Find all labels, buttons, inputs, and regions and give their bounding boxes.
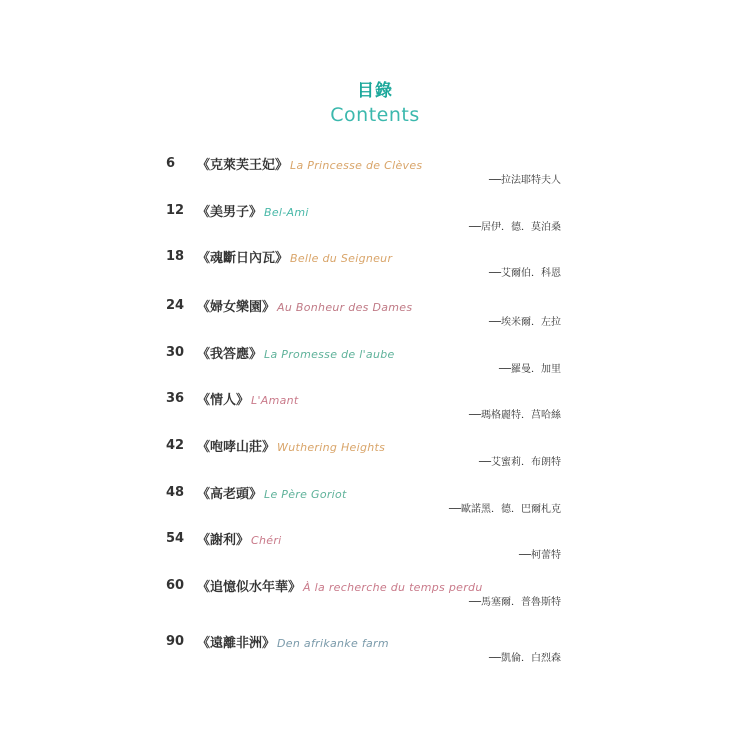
author-name: ──居伊．德．莫泊桑 (468, 222, 561, 233)
list-item[interactable] (0, 634, 750, 674)
page-number: 6 (166, 156, 176, 171)
chinese-title: 《高老頭》 (197, 487, 263, 502)
page-number: 18 (166, 249, 185, 264)
title-line (197, 203, 309, 221)
chinese-title: 《克萊芙王妃》 (197, 158, 289, 173)
list-item[interactable] (0, 249, 750, 289)
chinese-title: 《謝利》 (197, 533, 250, 548)
list-item[interactable] (0, 298, 750, 338)
author-name: ──馬塞爾．普魯斯特 (468, 597, 561, 608)
list-item[interactable] (0, 485, 750, 525)
author-name: ──凱倫．白烈森 (488, 653, 561, 664)
page-title-english: Contents (330, 104, 420, 126)
title-line (197, 578, 483, 596)
original-title: Au Bonheur des Dames (277, 301, 413, 314)
author-name: ──拉法耶特夫人 (488, 175, 561, 186)
original-title: Wuthering Heights (277, 441, 386, 454)
original-title: Den afrikanke farm (277, 637, 389, 650)
page-number: 48 (166, 485, 185, 500)
title-line (197, 391, 299, 409)
chinese-title: 《美男子》 (197, 205, 263, 220)
chinese-title: 《情人》 (197, 393, 250, 408)
original-title: La Princesse de Clèves (290, 159, 423, 172)
list-item[interactable] (0, 156, 750, 196)
page-number: 12 (166, 203, 185, 218)
title-line (197, 634, 389, 652)
author-name: ──艾爾伯．科恩 (488, 268, 561, 279)
original-title: À la recherche du temps perdu (303, 581, 483, 594)
list-item[interactable] (0, 203, 750, 243)
title-line (197, 485, 347, 503)
author-name: ──艾蜜莉．布朗特 (478, 457, 561, 468)
original-title: Bel-Ami (264, 206, 309, 219)
page-number: 42 (166, 438, 185, 453)
page-title-chinese: 目錄 (357, 81, 393, 101)
page-number: 30 (166, 345, 185, 360)
page-number: 90 (166, 634, 185, 649)
original-title: L'Amant (251, 394, 299, 407)
author-name: ──柯蕾特 (518, 550, 561, 561)
title-line (197, 345, 395, 363)
chinese-title: 《咆哮山莊》 (197, 440, 276, 455)
chinese-title: 《我答應》 (197, 347, 263, 362)
title-line (197, 156, 422, 174)
page-number: 24 (166, 298, 185, 313)
page-number: 36 (166, 391, 185, 406)
chinese-title: 《魂斷日內瓦》 (197, 251, 289, 266)
title-line (197, 438, 385, 456)
chinese-title: 《遠離非洲》 (197, 636, 276, 651)
original-title: Chéri (251, 534, 282, 547)
list-item[interactable] (0, 531, 750, 571)
list-item[interactable] (0, 438, 750, 478)
list-item[interactable] (0, 345, 750, 385)
list-item[interactable] (0, 578, 750, 618)
page-number: 54 (166, 531, 185, 546)
original-title: La Promesse de l'aube (264, 348, 395, 361)
chinese-title: 《追憶似水年華》 (197, 580, 302, 595)
author-name: ──歐諾黑．德．巴爾札克 (448, 504, 561, 515)
chinese-title: 《婦女樂園》 (197, 300, 276, 315)
original-title: Le Père Goriot (264, 488, 347, 501)
original-title: Belle du Seigneur (290, 252, 393, 265)
page-number: 60 (166, 578, 185, 593)
title-line (197, 298, 412, 316)
list-item[interactable] (0, 391, 750, 431)
author-name: ──埃米爾．左拉 (488, 317, 561, 328)
title-line (197, 531, 282, 549)
author-name: ──羅曼．加里 (498, 364, 561, 375)
author-name: ──瑪格麗特．莒哈絲 (468, 410, 561, 421)
title-line (197, 249, 392, 267)
